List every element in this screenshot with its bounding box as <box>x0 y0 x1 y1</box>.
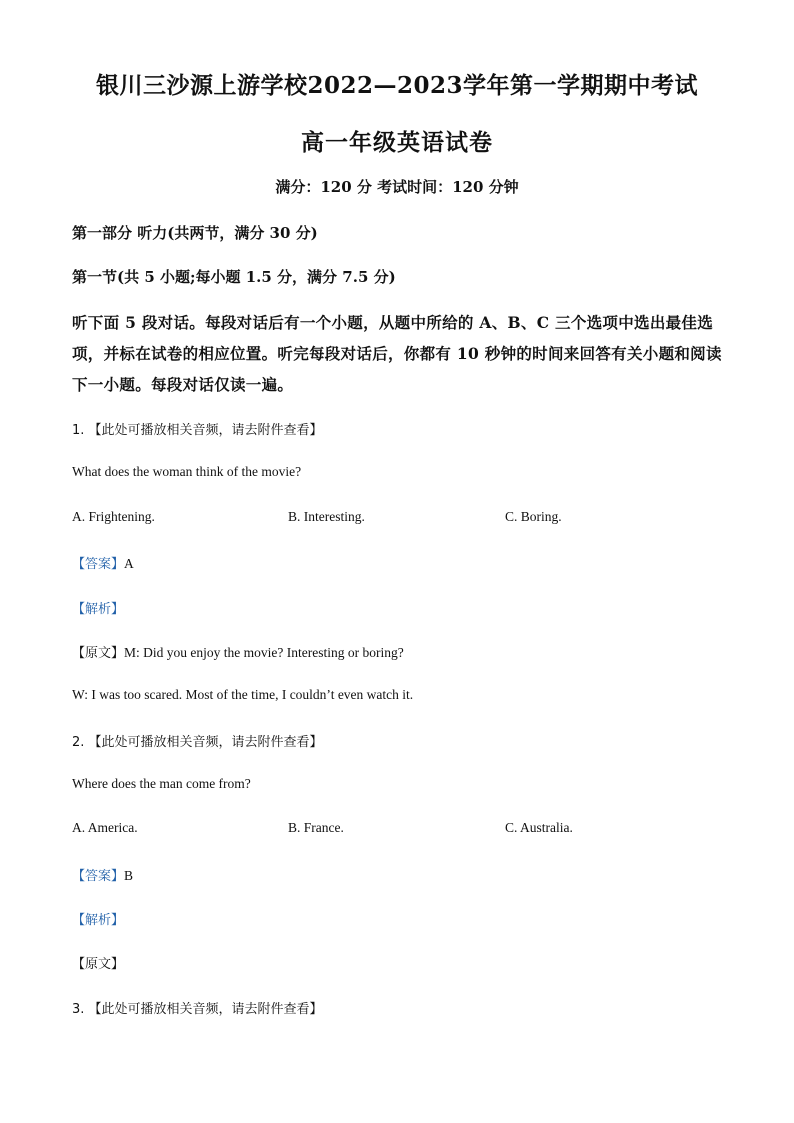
instructions-line-3: 下一小题。每段对话仅读一遍。 <box>72 375 294 394</box>
question-3-audio-label: 3. 【此处可播放相关音频，请去附件查看】 <box>72 1002 323 1017</box>
question-2-audio-label: 2. 【此处可播放相关音频，请去附件查看】 <box>72 735 323 750</box>
question-1-original-line-2: W: I was too scared. Most of the time, I couldn’t even watch it. <box>72 687 414 702</box>
question-1-text: What does the woman think of the movie? <box>72 464 302 479</box>
question-1-option-b: B. Interesting. <box>288 509 365 524</box>
question-1-original <box>72 642 404 661</box>
original-line-1: M: Did you enjoy the movie? Interesting or boring? <box>124 645 404 660</box>
section-heading: 第一节(共 5 小题;每小题 1.5 分，满分 7.5 分) <box>72 268 396 286</box>
question-2-option-c: C. Australia. <box>505 820 573 835</box>
question-1-answer <box>72 553 134 572</box>
original-tag: 【原文】 <box>72 646 125 661</box>
question-2-option-a: A. America. <box>72 820 138 835</box>
question-2-original-tag: 【原文】 <box>72 957 125 972</box>
question-1-audio-label: 1. 【此处可播放相关音频，请去附件查看】 <box>72 423 323 438</box>
answer-value: B <box>124 868 134 883</box>
question-1-analysis-tag: 【解析】 <box>72 602 125 617</box>
question-1-option-c: C. Boring. <box>505 509 562 524</box>
instructions-line-1: 听下面 5 段对话。每段对话后有一个小题，从题中所给的 A、B、C 三个选项中选出最佳选 <box>72 313 714 332</box>
question-1-option-a: A. Frightening. <box>72 509 155 524</box>
answer-value: A <box>124 556 134 571</box>
instructions-line-2: 项，并标在试卷的相应位置。听完每段对话后，你都有 10 秒钟的时间来回答有关小题和阅读 <box>72 344 722 363</box>
question-2-option-b: B. France. <box>288 820 344 835</box>
answer-tag: 【答案】 <box>72 869 125 884</box>
question-2-text: Where does the man come from? <box>72 776 251 791</box>
exam-subtitle: 高一年级英语试卷 <box>301 129 493 156</box>
question-2-answer <box>72 865 133 884</box>
score-time-line: 满分：120 分 考试时间：120 分钟 <box>275 178 519 196</box>
answer-tag: 【答案】 <box>72 557 125 572</box>
part-heading: 第一部分 听力(共两节，满分 30 分) <box>72 224 318 242</box>
exam-title: 银川三沙源上游学校2022—2023学年第一学期期中考试 <box>95 72 699 99</box>
question-2-analysis-tag: 【解析】 <box>72 913 125 928</box>
